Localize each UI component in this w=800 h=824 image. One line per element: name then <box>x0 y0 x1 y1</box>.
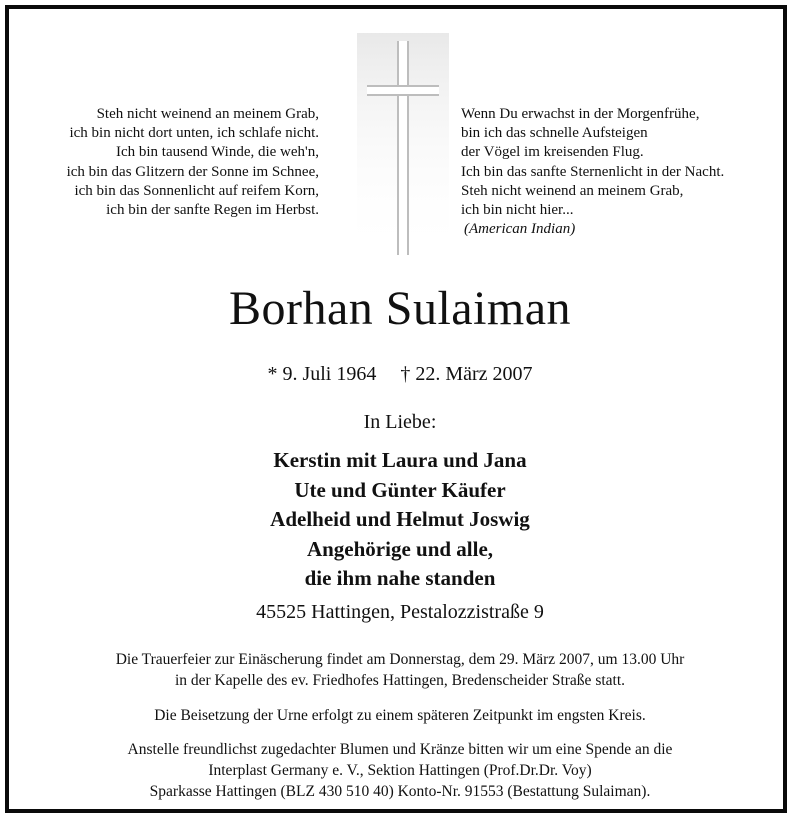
birth-date: * 9. Juli 1964 <box>267 363 377 385</box>
in-love-heading: In Liebe: <box>363 411 437 433</box>
poem-right-line: bin ich das schnelle Aufsteigen <box>461 125 648 142</box>
mourner-line: Ute und Günter Käufer <box>294 477 506 502</box>
mourner-line: Angehörige und alle, <box>306 536 494 561</box>
funeral-notice-line: in der Kapelle des ev. Friedhofes Hattingen, Bredenscheider Straße statt. <box>174 672 626 689</box>
mourner-line: die ihm nahe standen <box>304 566 496 590</box>
donation-notice <box>9 739 791 802</box>
poem-right-line: Ich bin das sanfte Sternenlicht in der Nacht. <box>461 163 725 180</box>
funeral-notice <box>9 649 791 691</box>
poem-left-line: ich bin das Glitzern der Sonne im Schnee, <box>66 163 319 180</box>
poem-left-line: Ich bin tausend Winde, die weh'n, <box>115 144 319 161</box>
obituary-notice <box>5 5 787 813</box>
poem-right-line: ich bin nicht hier... <box>461 202 574 219</box>
donation-notice-line: Interplast Germany e. V., Sektion Hattingen (Prof.Dr.Dr. Voy) <box>208 762 592 779</box>
poem-left-line: ich bin der sanfte Regen im Herbst. <box>106 202 319 219</box>
mourner-line: Kerstin mit Laura und Jana <box>273 448 527 472</box>
poem-right <box>461 105 724 239</box>
deceased-name: Borhan Sulaiman <box>228 282 572 335</box>
death-date: † 22. März 2007 <box>400 363 533 385</box>
poem-attribution: (American Indian) <box>464 221 576 238</box>
poem-left-line: Steh nicht weinend an meinem Grab, <box>96 106 319 122</box>
burial-notice-line: Die Beisetzung der Urne erfolgt zu einem späteren Zeitpunkt im engsten Kreis. <box>154 707 646 724</box>
poem-right-line: der Vögel im kreisenden Flug. <box>461 144 644 161</box>
mourners-list <box>9 446 791 594</box>
poem-left-line: ich bin das Sonnenlicht auf reifem Korn, <box>74 182 319 199</box>
mourner-line: Adelheid und Helmut Joswig <box>270 507 530 531</box>
poem-right-line: Steh nicht weinend an meinem Grab, <box>461 182 684 199</box>
poem-left-line: ich bin nicht dort unten, ich schlafe nicht. <box>69 125 319 142</box>
donation-notice-line: Anstelle freundlichst zugedachter Blumen und Kränze bitten wir um eine Spende an die <box>127 741 673 758</box>
poem-left <box>67 105 319 220</box>
funeral-notice-line: Die Trauerfeier zur Einäscherung findet am Donnerstag, dem 29. März 2007, um 13.00 Uhr <box>115 651 685 668</box>
life-dates <box>9 361 791 387</box>
cross-icon <box>357 33 449 258</box>
family-address: 45525 Hattingen, Pestalozzistraße 9 <box>256 601 544 623</box>
donation-notice-line: Sparkasse Hattingen (BLZ 430 510 40) Konto-Nr. 91553 (Bestattung Sulaiman). <box>149 783 651 800</box>
poem-right-line: Wenn Du erwachst in der Morgenfrühe, <box>461 106 700 122</box>
burial-notice <box>9 705 791 726</box>
